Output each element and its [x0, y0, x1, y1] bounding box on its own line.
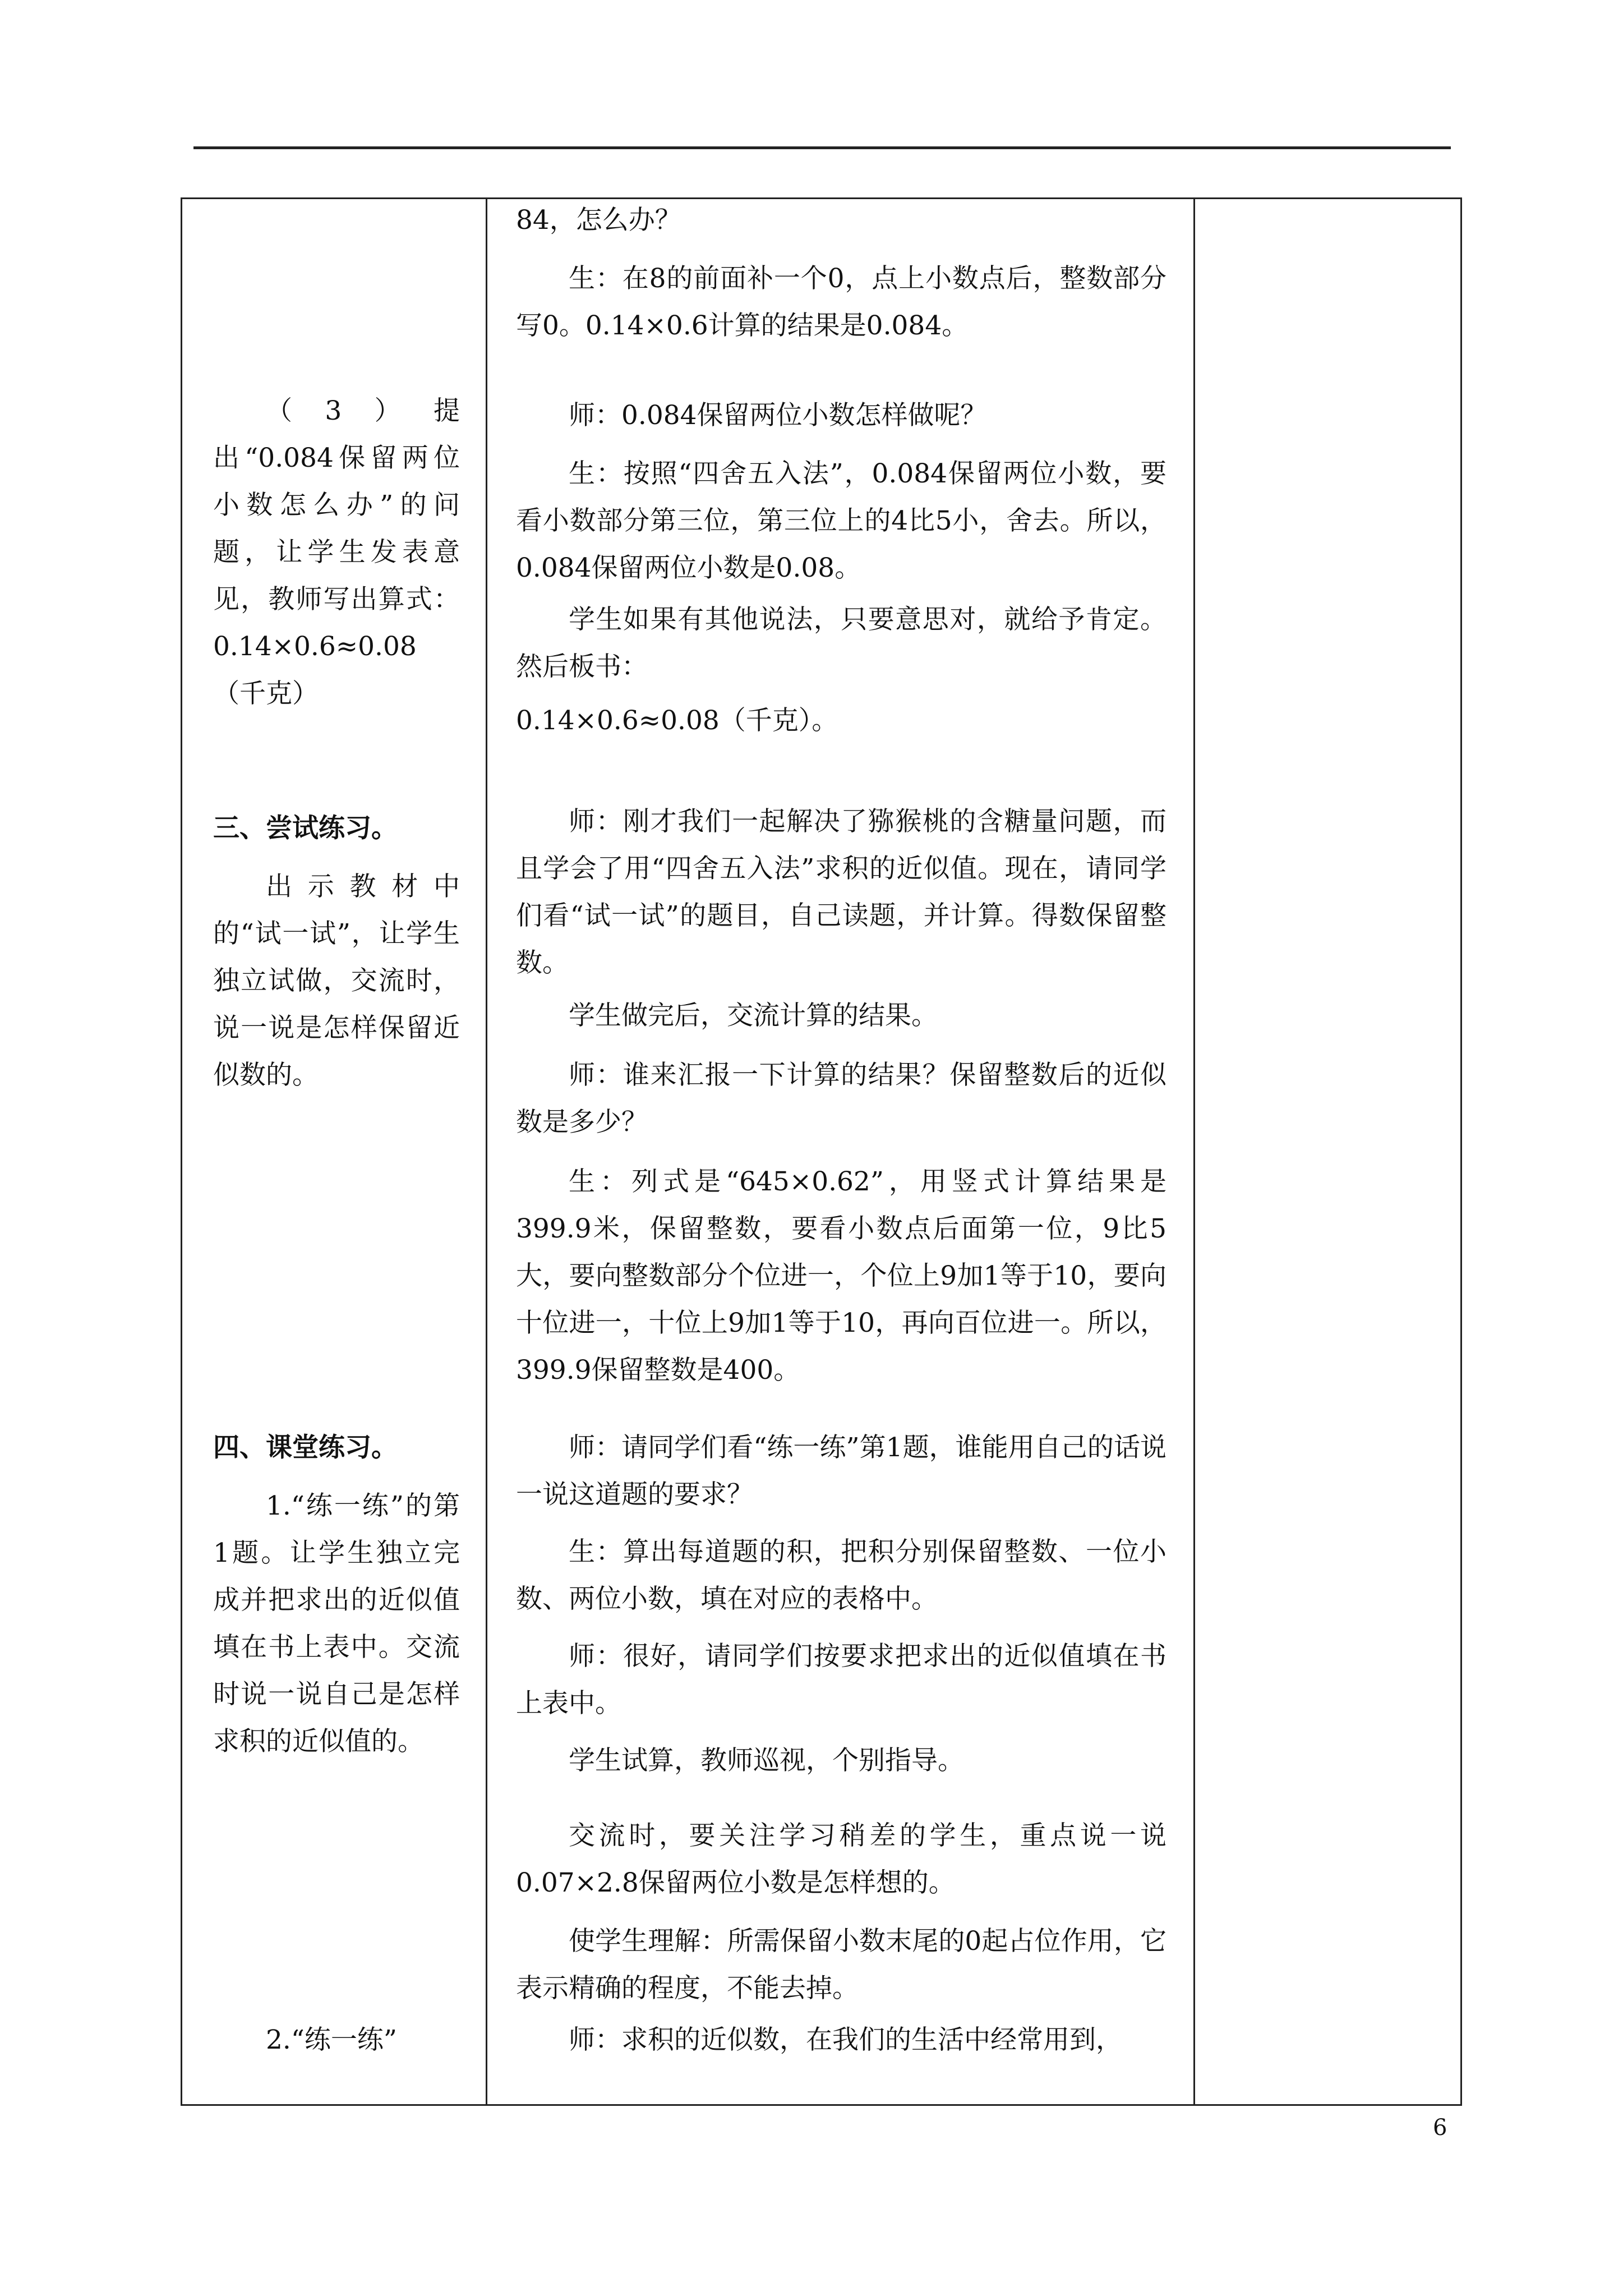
- paragraph: 师：刚才我们一起解决了猕猴桃的含糖量问题，而且学会了用“四舍五入法”求积的近似值。现在，请同学们看“试一试”的题目，自己读题，并计算。得数保留整数。: [516, 806, 1166, 978]
- paragraph: 生：列式是“645×0.62”，用竖式计算结果是399.9米，保留整数，要看小数点后面第一位，9比5大，要向整数部分个位进一，个位上9加1等于10，要向十位进一，十位上9加1等于10，再向百位进一。所以，399.9保留整数是400。: [516, 1166, 1166, 1386]
- paragraph: 师：求积的近似数，在我们的生活中经常用到，: [569, 2024, 1122, 2055]
- lesson-plan-table: [181, 197, 1462, 2106]
- paragraph: 生：按照“四舍五入法”，0.084保留两位小数，要看小数部分第三位，第三位上的4比5小，舍去。所以，0.084保留两位小数是0.08。: [516, 458, 1166, 583]
- column-divider: [1193, 199, 1195, 2104]
- paragraph: 师：请同学们看“练一练”第1题，谁能用自己的话说一说这道题的要求？: [516, 1432, 1166, 1510]
- page-number: 6: [1433, 2115, 1447, 2141]
- paragraph: 生：在8的前面补一个0，点上小数点后，整数部分写0。0.14×0.6计算的结果是0.084。: [516, 263, 1166, 341]
- paragraph: 师：谁来汇报一下计算的结果？保留整数后的近似数是多少？: [516, 1060, 1166, 1138]
- paragraph: 生：算出每道题的积，把积分别保留整数、一位小数、两位小数，填在对应的表格中。: [516, 1536, 1166, 1614]
- step-3-question: （3）提出“0.084保留两位小数怎么办”的问题，让学生发表意见，教师写出算式：0.14×0.6≈0.08（千克）: [213, 395, 460, 709]
- paragraph: 学生如果有其他说法，只要意思对，就给予肯定。然后板书：: [516, 604, 1166, 682]
- column-divider: [486, 199, 487, 2104]
- board-formula: 0.14×0.6≈0.08（千克）。: [516, 705, 838, 736]
- header-rule: [193, 146, 1451, 149]
- paragraph: 交流时，要关注学习稍差的学生，重点说一说0.07×2.8保留两位小数是怎样想的。: [516, 1820, 1166, 1898]
- paragraph: 84，怎么办？: [516, 205, 681, 236]
- section-heading-class-practice: 四、课堂练习。: [213, 1432, 398, 1463]
- paragraph: 师：0.084保留两位小数怎样做呢？: [569, 400, 987, 431]
- paragraph: 师：很好，请同学们按要求把求出的近似值填在书上表中。: [516, 1641, 1166, 1719]
- paragraph: 学生试算，教师巡视，个别指导。: [569, 1745, 964, 1776]
- paragraph: 学生做完后，交流计算的结果。: [569, 1000, 938, 1031]
- section-heading-trial-practice: 三、尝试练习。: [213, 813, 398, 844]
- class-practice-item-2: 2.“练一练”: [266, 2024, 397, 2055]
- class-practice-item-1: 1.“练一练”的第1题。让学生独立完成并把求出的近似值填在书上表中。交流时说一说自己是怎样求积的近似值的。: [213, 1490, 460, 1757]
- trial-practice-description: 出示教材中的“试一试”，让学生独立试做，交流时，说一说是怎样保留近似数的。: [213, 871, 460, 1091]
- paragraph: 使学生理解：所需保留小数末尾的0起占位作用，它表示精确的程度，不能去掉。: [516, 1926, 1166, 2004]
